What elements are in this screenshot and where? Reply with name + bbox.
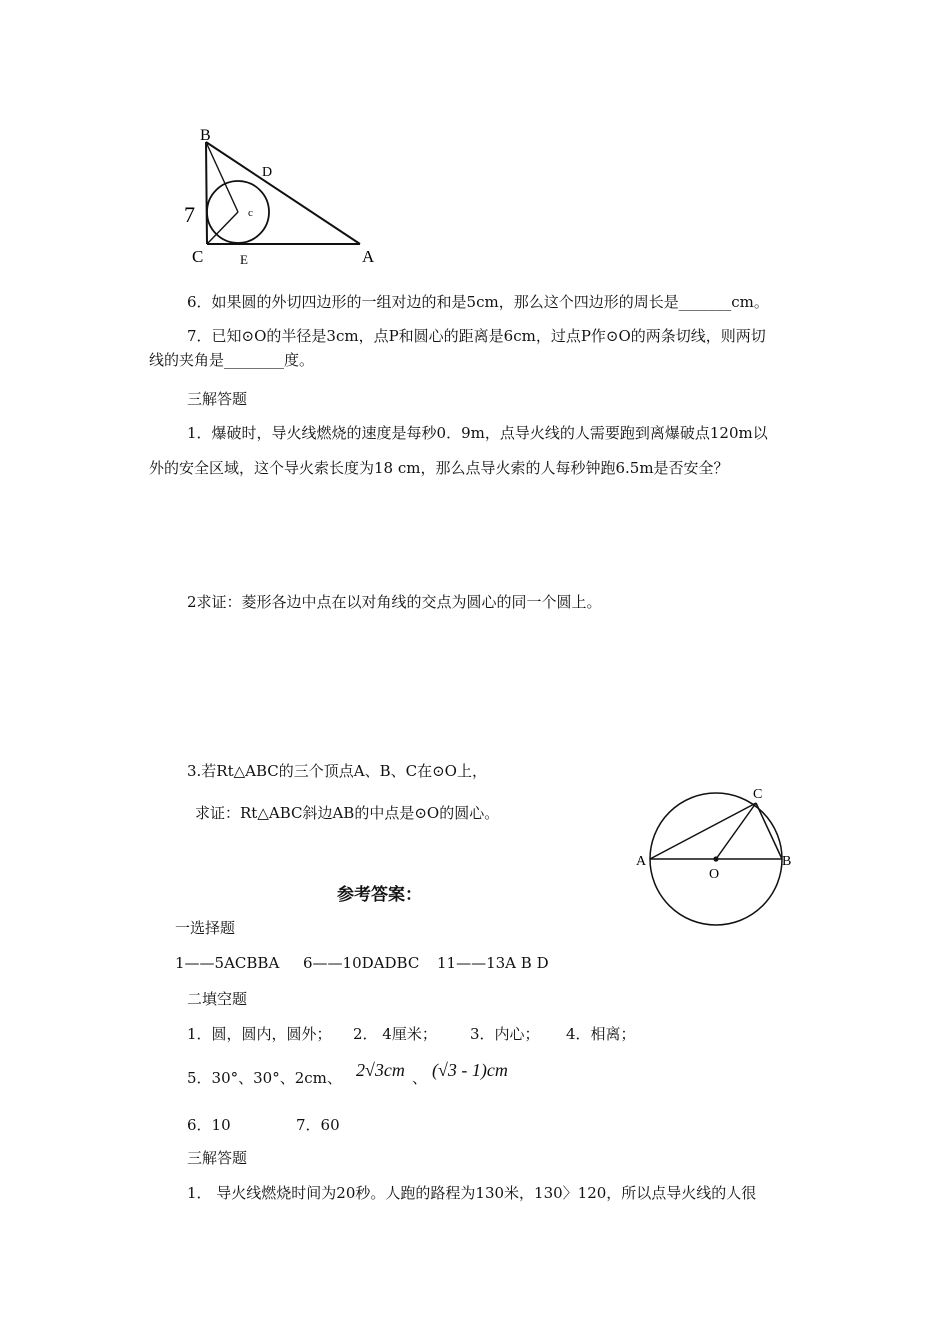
label-a: A xyxy=(362,247,375,266)
triangle-shape xyxy=(206,142,360,244)
side-ac xyxy=(650,803,756,859)
question-6: 6．如果圆的外切四边形的一组对边的和是5cm，那么这个四边形的周长是_______cm。 xyxy=(187,293,769,311)
fill-answer-7: 7．60 xyxy=(296,1116,340,1134)
fill-answer-2: 2． 4厘米； xyxy=(353,1025,437,1043)
label-o: O xyxy=(709,867,720,882)
section3-heading: 三解答题 xyxy=(187,390,248,408)
segment-oc xyxy=(716,803,756,859)
figure-circle-triangle xyxy=(630,775,805,935)
fill-answer-6: 6．10 xyxy=(187,1116,231,1134)
figure-incircle-triangle xyxy=(180,120,390,270)
label-a: A xyxy=(636,854,647,869)
label-c: C xyxy=(753,787,763,802)
fill-answer-5-prefix: 5．30°、30°、2cm、 xyxy=(187,1069,342,1087)
label-c-center: c xyxy=(248,207,253,219)
choice-answers-2: 6——10DADBC xyxy=(303,954,420,972)
fill-answer-3: 3．内心； xyxy=(470,1025,540,1043)
center-point xyxy=(713,856,718,861)
label-b: B xyxy=(782,854,792,869)
solve-answer-1: 1． 导火线燃烧时间为20秒。人跑的路程为130米，130〉120，所以点导火线的人很 xyxy=(187,1184,757,1202)
answers-title: 参考答案： xyxy=(337,885,422,905)
side-cb xyxy=(756,803,782,859)
fill-answer-5-expr2: (√3 - 1)cm xyxy=(432,1060,508,1080)
solve-question-3-line2: 求证：Rt△ABC斜边AB的中点是⊙O的圆心。 xyxy=(195,804,500,822)
solve-heading: 三解答题 xyxy=(187,1149,248,1167)
choice-heading: 一选择题 xyxy=(175,919,236,937)
fill-answer-1: 1．圆，圆内，圆外； xyxy=(187,1025,332,1043)
fill-heading: 二填空题 xyxy=(187,990,248,1008)
fill-answer-5-separator: 、 xyxy=(412,1069,428,1087)
label-c-vertex: C xyxy=(192,247,204,266)
fill-answer-4: 4．相离； xyxy=(566,1025,636,1043)
fill-answer-5-expr1: 2√3cm xyxy=(356,1060,405,1080)
side-bc xyxy=(206,142,207,244)
choice-answers-3: 11——13A B D xyxy=(437,954,549,972)
label-e: E xyxy=(240,252,248,267)
solve-question-1-line2: 外的安全区域，这个导火索长度为18 cm，那么点导火索的人每秒钟跑6.5m是否安全？ xyxy=(149,459,729,477)
label-seven: 7 xyxy=(184,202,195,227)
solve-question-2: 2求证：菱形各边中点在以对角线的交点为圆心的同一个圆上。 xyxy=(187,593,602,611)
question-7-line1: 7．已知⊙O的半径是3cm，点P和圆心的距离是6cm，过点P作⊙O的两条切线，则两切 xyxy=(187,327,766,345)
solve-question-3-line1: 3.若Rt△ABC的三个顶点A、B、C在⊙O上， xyxy=(187,762,487,780)
label-b: B xyxy=(200,127,211,144)
choice-answers-1: 1——5ACBBA xyxy=(175,954,280,972)
solve-question-1-line1: 1．爆破时，导火线燃烧的速度是每秒0．9m，点导火线的人需要跑到离爆破点120m以 xyxy=(187,424,768,442)
question-7-line2: 线的夹角是________度。 xyxy=(149,351,315,369)
label-d: D xyxy=(262,165,273,180)
